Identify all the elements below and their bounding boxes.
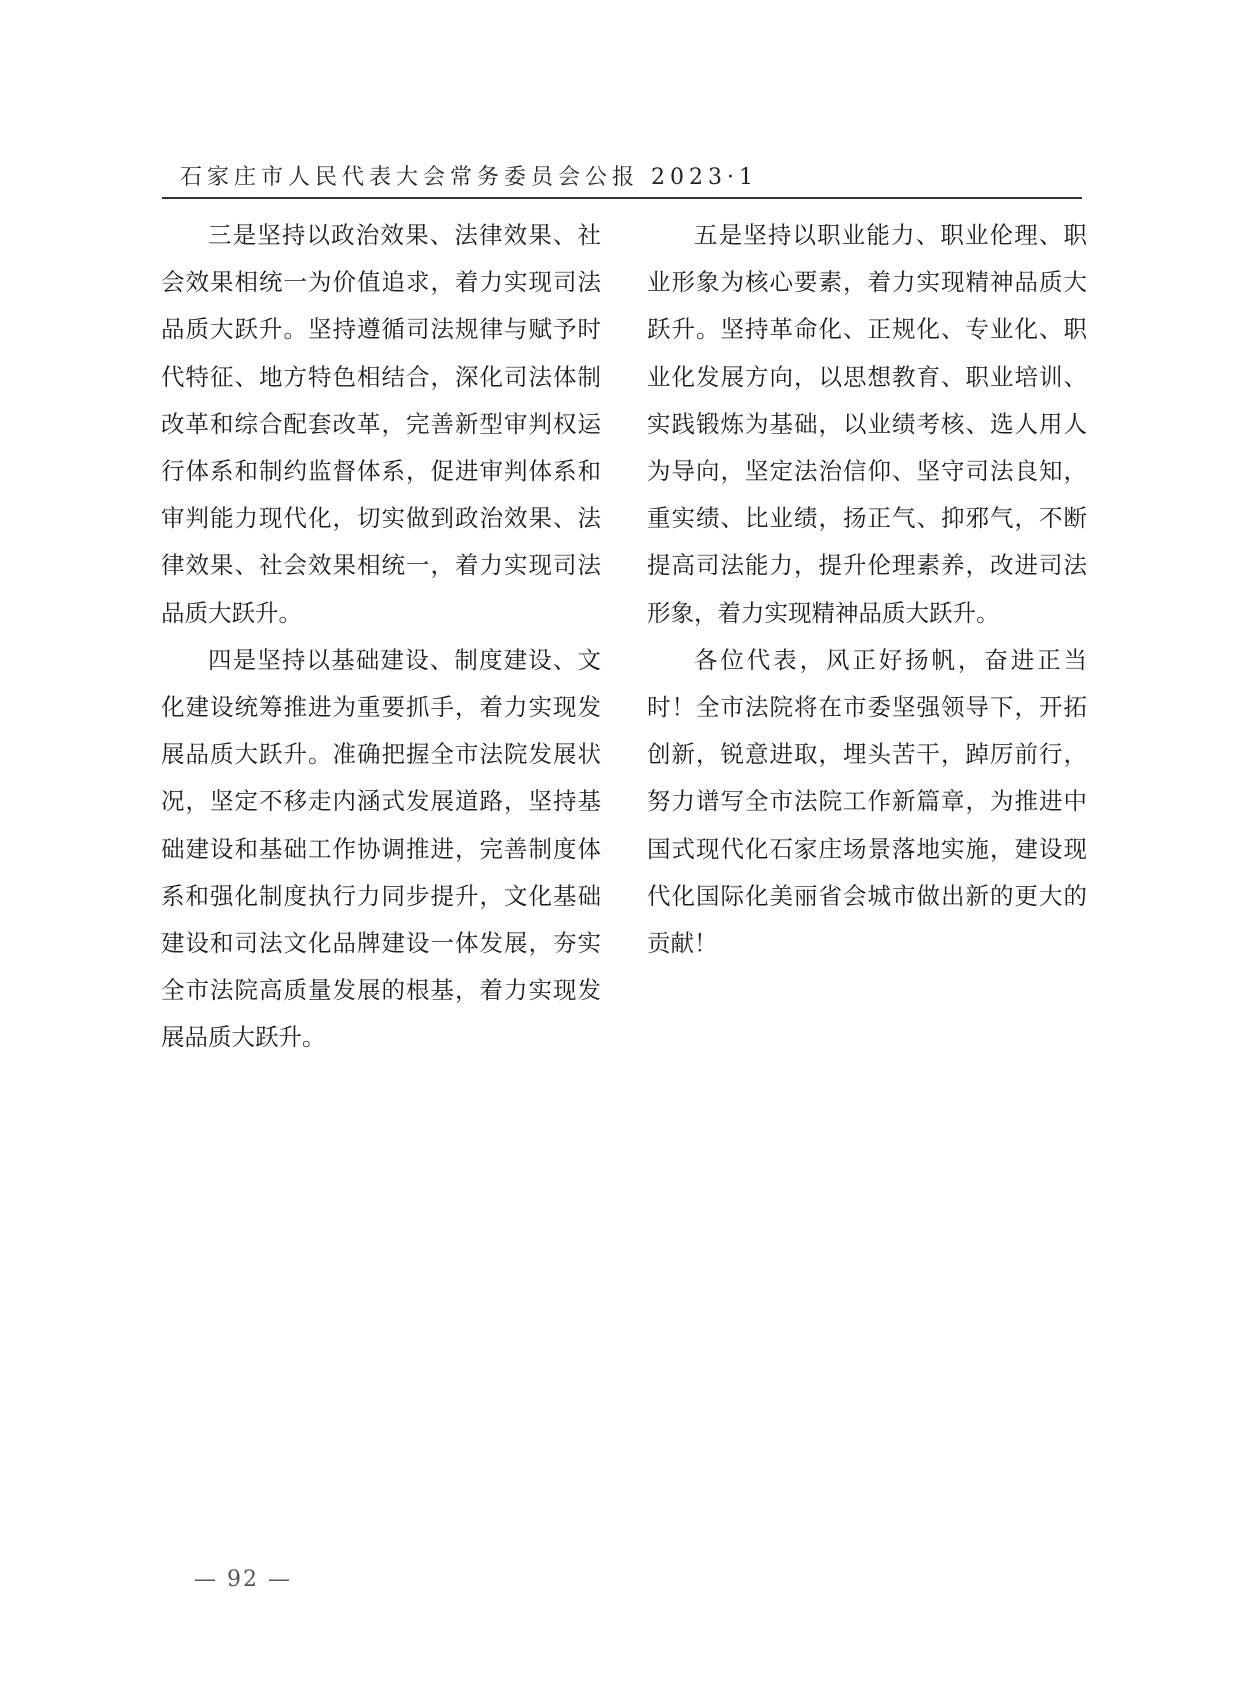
paragraph-judicial-quality: 三是坚持以政治效果、法律效果、社会效果相统一为价值追求，着力实现司法品质大跃升。坚持遵循司法规律与赋予时代特征、地方特色相结合，深化司法体制改革和综合配套改革，完善新型审判权运行体系和制约监督体系，促进审判体系和审判能力现代化，切实做到政治效果、法律效果、社会效果相统一，着力实现司法品质大跃升。 [161, 221, 601, 627]
page-number: — 92 — [194, 1567, 292, 1592]
header-rule [162, 197, 1082, 199]
paragraph-development-quality: 四是坚持以基础建设、制度建设、文化建设统筹推进为重要抓手，着力实现发展品质大跃升。准确把握全市法院发展状况，坚定不移走内涵式发展道路，坚持基础建设和基础工作协调推进，完善制度体系和强化制度执行力同步提升，文化基础建设和司法文化品牌建设一体发展，夯实全市法院高质量发展的根基，着力实现发展品质大跃升。 [161, 645, 601, 1052]
paragraph-spiritual-quality: 五是坚持以职业能力、职业伦理、职业形象为核心要素，着力实现精神品质大跃升。坚持革命化、正规化、专业化、职业化发展方向，以思想教育、职业培训、实践锻炼为基础，以业绩考核、选人用人为导向，坚定法治信仰、坚守司法良知，重实绩、比业绩，扬正气、抑邪气，不断提高司法能力，提升伦理素养，改进司法形象，着力实现精神品质大跃升。 [647, 221, 1087, 627]
left-column [161, 212, 601, 1062]
running-header: 石家庄市人民代表大会常务委员会公报 2023·1 [180, 165, 758, 190]
paragraph-closing: 各位代表，风正好扬帆，奋进正当时！全市法院将在市委坚强领导下，开拓创新，锐意进取，埋头苦干，踔厉前行，努力谱写全市法院工作新篇章，为推进中国式现代化石家庄场景落地实施，建设现代化国际化美丽省会城市做出新的更大的贡献！ [647, 645, 1087, 958]
right-column [647, 212, 1087, 967]
